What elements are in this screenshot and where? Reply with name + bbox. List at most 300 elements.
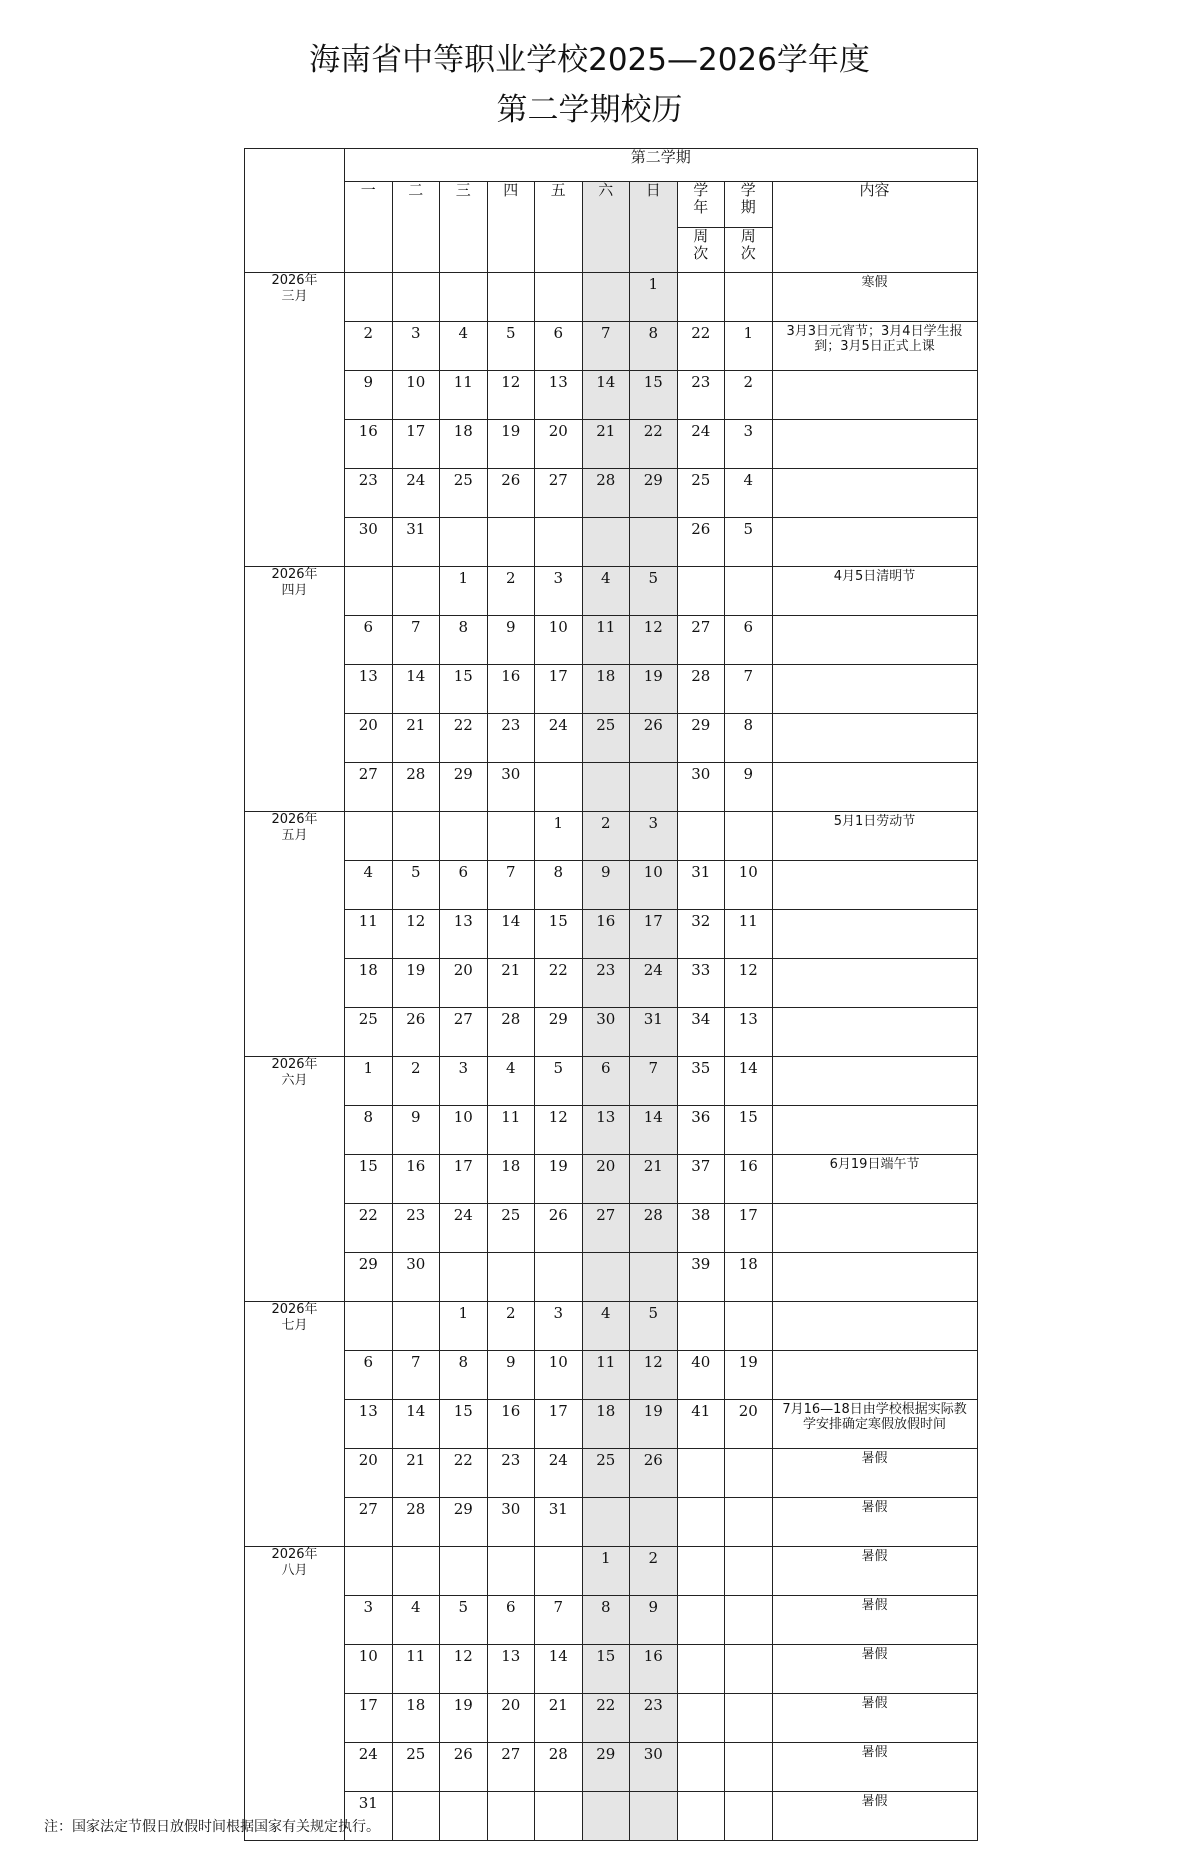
year-week-cell: 25	[677, 469, 725, 518]
day-cell: 16	[487, 1400, 535, 1449]
day-cell: 2	[630, 1547, 678, 1596]
day-cell: 2	[392, 1057, 440, 1106]
calendar-row	[245, 420, 978, 469]
year-week-cell: 41	[677, 1400, 725, 1449]
day-cell: 4	[345, 861, 393, 910]
day-cell: 15	[630, 371, 678, 420]
year-week-sublabel: 周次	[677, 227, 725, 273]
day-cell	[392, 273, 440, 322]
day-cell: 11	[392, 1645, 440, 1694]
day-cell: 10	[630, 861, 678, 910]
day-cell	[440, 273, 488, 322]
year-week-cell: 40	[677, 1351, 725, 1400]
day-cell: 17	[535, 665, 583, 714]
term-week-sublabel: 周次	[725, 227, 773, 273]
day-cell	[392, 1547, 440, 1596]
calendar-row	[245, 1400, 978, 1449]
term-week-cell: 18	[725, 1253, 773, 1302]
day-cell	[535, 1253, 583, 1302]
calendar-row	[245, 763, 978, 812]
day-cell: 16	[487, 665, 535, 714]
year-week-cell	[677, 1596, 725, 1645]
term-week-cell: 12	[725, 959, 773, 1008]
day-cell: 12	[440, 1645, 488, 1694]
calendar-row	[245, 910, 978, 959]
day-cell	[630, 1792, 678, 1841]
day-cell	[487, 1253, 535, 1302]
day-cell: 20	[582, 1155, 630, 1204]
day-cell	[487, 273, 535, 322]
day-cell: 25	[392, 1743, 440, 1792]
content-cell	[772, 763, 977, 812]
year-week-cell	[677, 1694, 725, 1743]
day-cell: 15	[440, 1400, 488, 1449]
content-cell	[772, 1057, 977, 1106]
day-cell: 15	[535, 910, 583, 959]
day-cell: 7	[392, 616, 440, 665]
calendar-row	[245, 1057, 978, 1106]
day-cell: 9	[392, 1106, 440, 1155]
day-cell: 24	[630, 959, 678, 1008]
day-cell: 30	[487, 1498, 535, 1547]
day-cell: 19	[535, 1155, 583, 1204]
content-cell	[772, 1106, 977, 1155]
day-cell: 29	[440, 763, 488, 812]
term-week-cell: 13	[725, 1008, 773, 1057]
content-cell	[772, 714, 977, 763]
day-cell: 23	[392, 1204, 440, 1253]
day-cell	[440, 1253, 488, 1302]
day-cell	[535, 1792, 583, 1841]
year-week-label: 学年	[677, 182, 725, 228]
term-week-cell	[725, 1694, 773, 1743]
day-cell	[345, 273, 393, 322]
content-cell: 暑假	[772, 1498, 977, 1547]
day-cell: 6	[440, 861, 488, 910]
year-week-cell	[677, 1498, 725, 1547]
calendar-row	[245, 665, 978, 714]
term-week-cell	[725, 1645, 773, 1694]
day-cell: 19	[630, 1400, 678, 1449]
day-cell: 3	[440, 1057, 488, 1106]
term-week-label: 学期	[725, 182, 773, 228]
content-cell: 暑假	[772, 1743, 977, 1792]
day-cell: 17	[535, 1400, 583, 1449]
content-cell: 7月16—18日由学校根据实际教学安排确定寒假放假时间	[772, 1400, 977, 1449]
day-cell: 28	[392, 1498, 440, 1547]
day-cell: 5	[487, 322, 535, 371]
day-cell: 19	[630, 665, 678, 714]
calendar-row	[245, 1106, 978, 1155]
content-cell	[772, 1008, 977, 1057]
calendar-row	[245, 616, 978, 665]
content-cell: 4月5日清明节	[772, 567, 977, 616]
day-cell: 10	[440, 1106, 488, 1155]
year-week-cell: 34	[677, 1008, 725, 1057]
day-cell: 19	[440, 1694, 488, 1743]
day-cell: 29	[440, 1498, 488, 1547]
day-cell: 25	[487, 1204, 535, 1253]
term-week-cell	[725, 1498, 773, 1547]
calendar-row	[245, 1253, 978, 1302]
month-year: 2026年	[271, 1057, 318, 1072]
day-cell: 15	[582, 1645, 630, 1694]
day-cell: 11	[345, 910, 393, 959]
day-cell: 3	[535, 567, 583, 616]
year-week-cell: 22	[677, 322, 725, 371]
day-cell	[535, 273, 583, 322]
day-cell: 31	[345, 1792, 393, 1841]
day-cell	[582, 1498, 630, 1547]
day-cell: 4	[440, 322, 488, 371]
year-week-cell: 26	[677, 518, 725, 567]
day-cell: 28	[392, 763, 440, 812]
year-week-cell: 29	[677, 714, 725, 763]
content-cell: 暑假	[772, 1449, 977, 1498]
day-cell: 8	[440, 616, 488, 665]
day-cell: 23	[582, 959, 630, 1008]
day-cell: 27	[487, 1743, 535, 1792]
content-cell	[772, 861, 977, 910]
weekday-header: 一	[345, 182, 393, 273]
year-week-cell	[677, 1743, 725, 1792]
weekday-header: 五	[535, 182, 583, 273]
day-cell: 3	[630, 812, 678, 861]
year-week-cell	[677, 273, 725, 322]
day-cell: 29	[535, 1008, 583, 1057]
day-cell: 9	[487, 616, 535, 665]
month-name: 七月	[281, 1318, 308, 1333]
day-cell: 3	[345, 1596, 393, 1645]
day-cell: 9	[630, 1596, 678, 1645]
day-cell: 18	[582, 1400, 630, 1449]
day-cell	[345, 1547, 393, 1596]
day-cell: 11	[487, 1106, 535, 1155]
day-cell: 29	[630, 469, 678, 518]
day-cell	[392, 812, 440, 861]
year-week-cell	[677, 1547, 725, 1596]
day-cell	[535, 1547, 583, 1596]
day-cell: 9	[487, 1351, 535, 1400]
calendar-row	[245, 1449, 978, 1498]
day-cell: 31	[392, 518, 440, 567]
year-week-cell: 35	[677, 1057, 725, 1106]
day-cell: 22	[440, 1449, 488, 1498]
day-cell: 17	[440, 1155, 488, 1204]
day-cell: 13	[535, 371, 583, 420]
day-cell: 25	[582, 714, 630, 763]
term-header: 第二学期	[345, 149, 978, 182]
year-week-cell	[677, 1449, 725, 1498]
content-cell	[772, 1302, 977, 1351]
month-year: 2026年	[271, 1547, 318, 1562]
calendar-row	[245, 1498, 978, 1547]
day-cell: 13	[582, 1106, 630, 1155]
content-cell: 5月1日劳动节	[772, 812, 977, 861]
term-week-cell	[725, 1743, 773, 1792]
year-week-cell: 30	[677, 763, 725, 812]
day-cell: 1	[440, 567, 488, 616]
day-cell: 30	[345, 518, 393, 567]
year-week-cell: 31	[677, 861, 725, 910]
term-week-cell	[725, 1596, 773, 1645]
month-label	[245, 1547, 345, 1841]
term-week-cell	[725, 812, 773, 861]
weekday-header: 二	[392, 182, 440, 273]
day-cell	[487, 1792, 535, 1841]
content-cell	[772, 518, 977, 567]
term-week-cell	[725, 1547, 773, 1596]
year-week-cell: 39	[677, 1253, 725, 1302]
day-cell: 6	[345, 616, 393, 665]
day-cell: 12	[535, 1106, 583, 1155]
day-cell	[345, 567, 393, 616]
day-cell: 8	[582, 1596, 630, 1645]
day-cell	[582, 1253, 630, 1302]
day-cell: 10	[535, 1351, 583, 1400]
content-cell: 3月3日元宵节；3月4日学生报到；3月5日正式上课	[772, 322, 977, 371]
day-cell: 6	[487, 1596, 535, 1645]
day-cell: 7	[392, 1351, 440, 1400]
term-week-cell	[725, 273, 773, 322]
day-cell: 5	[392, 861, 440, 910]
day-cell: 13	[345, 1400, 393, 1449]
year-week-cell: 32	[677, 910, 725, 959]
day-cell: 28	[582, 469, 630, 518]
day-cell: 30	[582, 1008, 630, 1057]
day-cell: 17	[630, 910, 678, 959]
day-cell: 19	[392, 959, 440, 1008]
day-cell: 26	[535, 1204, 583, 1253]
day-cell: 16	[392, 1155, 440, 1204]
day-cell: 3	[392, 322, 440, 371]
weekday-header: 日	[630, 182, 678, 273]
day-cell: 1	[440, 1302, 488, 1351]
day-cell	[440, 1792, 488, 1841]
day-cell: 22	[582, 1694, 630, 1743]
day-cell: 25	[582, 1449, 630, 1498]
day-cell: 24	[535, 714, 583, 763]
weekday-header: 三	[440, 182, 488, 273]
day-cell: 29	[582, 1743, 630, 1792]
day-cell: 29	[345, 1253, 393, 1302]
day-cell: 16	[582, 910, 630, 959]
term-week-cell: 1	[725, 322, 773, 371]
content-cell	[772, 616, 977, 665]
content-cell: 暑假	[772, 1645, 977, 1694]
calendar-row	[245, 322, 978, 371]
day-cell: 22	[345, 1204, 393, 1253]
day-cell: 3	[535, 1302, 583, 1351]
year-week-cell	[677, 812, 725, 861]
day-cell: 10	[345, 1645, 393, 1694]
day-cell: 4	[582, 1302, 630, 1351]
day-cell: 13	[345, 665, 393, 714]
day-cell: 6	[582, 1057, 630, 1106]
content-cell	[772, 1351, 977, 1400]
day-cell: 21	[392, 714, 440, 763]
term-week-cell: 14	[725, 1057, 773, 1106]
day-cell	[582, 518, 630, 567]
day-cell: 27	[345, 1498, 393, 1547]
day-cell: 19	[487, 420, 535, 469]
month-label	[245, 1057, 345, 1302]
calendar-row	[245, 518, 978, 567]
day-cell: 30	[487, 763, 535, 812]
year-week-cell: 36	[677, 1106, 725, 1155]
content-cell: 暑假	[772, 1694, 977, 1743]
day-cell: 1	[345, 1057, 393, 1106]
day-cell: 27	[440, 1008, 488, 1057]
year-week-cell: 28	[677, 665, 725, 714]
calendar-row	[245, 1008, 978, 1057]
content-cell	[772, 665, 977, 714]
year-week-cell	[677, 1302, 725, 1351]
calendar-row	[245, 959, 978, 1008]
term-week-cell: 3	[725, 420, 773, 469]
year-week-cell	[677, 1792, 725, 1841]
day-cell: 8	[440, 1351, 488, 1400]
content-cell: 暑假	[772, 1792, 977, 1841]
day-cell: 11	[582, 616, 630, 665]
term-week-cell	[725, 1792, 773, 1841]
day-cell: 20	[345, 714, 393, 763]
day-cell: 13	[440, 910, 488, 959]
day-cell: 27	[535, 469, 583, 518]
content-cell	[772, 1253, 977, 1302]
weekday-header: 四	[487, 182, 535, 273]
day-cell: 16	[630, 1645, 678, 1694]
calendar-row	[245, 469, 978, 518]
year-week-cell: 37	[677, 1155, 725, 1204]
day-cell	[630, 1498, 678, 1547]
calendar-row	[245, 273, 978, 322]
day-cell: 18	[392, 1694, 440, 1743]
day-cell: 11	[440, 371, 488, 420]
calendar-row	[245, 1351, 978, 1400]
day-cell: 22	[630, 420, 678, 469]
day-cell: 20	[487, 1694, 535, 1743]
day-cell: 23	[630, 1694, 678, 1743]
term-week-cell: 7	[725, 665, 773, 714]
day-cell: 28	[487, 1008, 535, 1057]
day-cell	[392, 567, 440, 616]
calendar-row	[245, 1155, 978, 1204]
term-week-cell	[725, 1302, 773, 1351]
month-label	[245, 812, 345, 1057]
year-week-cell: 23	[677, 371, 725, 420]
day-cell	[392, 1302, 440, 1351]
term-week-cell: 19	[725, 1351, 773, 1400]
year-week-cell: 38	[677, 1204, 725, 1253]
day-cell	[582, 763, 630, 812]
day-cell: 26	[630, 714, 678, 763]
day-cell: 2	[487, 1302, 535, 1351]
content-cell	[772, 910, 977, 959]
day-cell: 14	[392, 1400, 440, 1449]
day-cell	[440, 812, 488, 861]
day-cell: 14	[487, 910, 535, 959]
day-cell: 5	[630, 567, 678, 616]
day-cell: 18	[440, 420, 488, 469]
day-cell: 20	[345, 1449, 393, 1498]
term-week-cell: 9	[725, 763, 773, 812]
day-cell: 9	[345, 371, 393, 420]
day-cell: 7	[487, 861, 535, 910]
day-cell: 18	[345, 959, 393, 1008]
day-cell: 2	[487, 567, 535, 616]
day-cell	[487, 812, 535, 861]
day-cell: 31	[535, 1498, 583, 1547]
day-cell: 5	[535, 1057, 583, 1106]
content-cell: 暑假	[772, 1547, 977, 1596]
month-name: 五月	[281, 828, 308, 843]
content-cell	[772, 959, 977, 1008]
day-cell: 11	[582, 1351, 630, 1400]
calendar-row	[245, 861, 978, 910]
page-subtitle: 第二学期校历	[496, 92, 683, 128]
calendar-row	[245, 1694, 978, 1743]
content-header: 内容	[772, 182, 977, 273]
day-cell: 1	[630, 273, 678, 322]
day-cell: 21	[392, 1449, 440, 1498]
day-cell: 8	[630, 322, 678, 371]
day-cell: 23	[487, 1449, 535, 1498]
weekday-header: 六	[582, 182, 630, 273]
day-cell: 7	[582, 322, 630, 371]
day-cell: 14	[582, 371, 630, 420]
content-cell: 6月19日端午节	[772, 1155, 977, 1204]
term-week-cell: 4	[725, 469, 773, 518]
day-cell: 15	[440, 665, 488, 714]
day-cell	[440, 518, 488, 567]
day-cell: 26	[392, 1008, 440, 1057]
day-cell: 17	[392, 420, 440, 469]
day-cell: 9	[582, 861, 630, 910]
day-cell: 1	[582, 1547, 630, 1596]
day-cell: 7	[535, 1596, 583, 1645]
day-cell: 2	[345, 322, 393, 371]
month-year: 2026年	[271, 812, 318, 827]
day-cell: 26	[630, 1449, 678, 1498]
day-cell: 20	[535, 420, 583, 469]
term-week-cell: 17	[725, 1204, 773, 1253]
year-week-cell: 27	[677, 616, 725, 665]
day-cell: 12	[392, 910, 440, 959]
day-cell: 17	[345, 1694, 393, 1743]
term-week-cell: 2	[725, 371, 773, 420]
term-week-cell: 8	[725, 714, 773, 763]
term-week-cell: 20	[725, 1400, 773, 1449]
calendar-row	[245, 1302, 978, 1351]
day-cell	[440, 1547, 488, 1596]
day-cell: 8	[345, 1106, 393, 1155]
day-cell: 20	[440, 959, 488, 1008]
day-cell: 24	[392, 469, 440, 518]
day-cell: 27	[582, 1204, 630, 1253]
day-cell: 22	[440, 714, 488, 763]
day-cell: 26	[487, 469, 535, 518]
month-label	[245, 1302, 345, 1547]
day-cell: 18	[582, 665, 630, 714]
day-cell: 28	[630, 1204, 678, 1253]
month-name: 四月	[281, 583, 308, 598]
day-cell: 21	[630, 1155, 678, 1204]
day-cell: 24	[345, 1743, 393, 1792]
calendar-row	[245, 1743, 978, 1792]
calendar-row	[245, 714, 978, 763]
day-cell: 2	[582, 812, 630, 861]
